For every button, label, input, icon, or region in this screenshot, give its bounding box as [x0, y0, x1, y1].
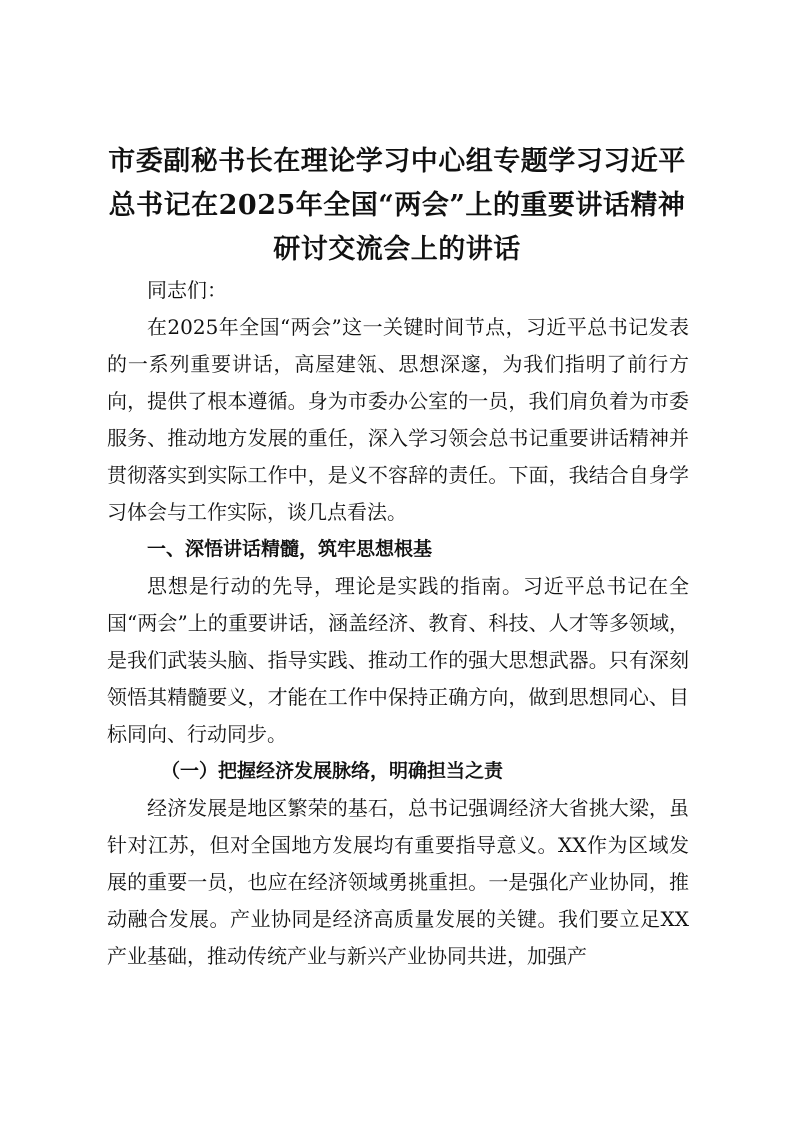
- intro-paragraph: 在2025年全国“两会”这一关键时间节点，习近平总书记发表的一系列重要讲话，高屋建瓴、思想深邃，为我们指明了前行方向，提供了根本遵循。身为市委办公室的一员，我们肩负着为市委服务、推动地方发展的重任，深入学习领会总书记重要讲话精神并贯彻落实到实际工作中，是义不容辞的责任。下面，我结合自身学习体会与工作实际，谈几点看法。: [107, 315, 689, 524]
- subsection-1-paragraph: 经济发展是地区繁荣的基石，总书记强调经济大省挑大梁，虽针对江苏，但对全国地方发展均有重要指导意义。XX作为区域发展的重要一员，也应在经济领域勇挑重担。一是强化产业协同，推动融合发展。产业协同是经济高质量发展的关键。我们要立足XX产业基础，推动传统产业与新兴产业协同共进，加强产: [107, 796, 689, 968]
- section-1-paragraph: 思想是行动的先导，理论是实践的指南。习近平总书记在全国“两会”上的重要讲话，涵盖经济、教育、科技、人才等多领域，是我们武装头脑、指导实践、推动工作的强大思想武器。只有深刻领悟其精髓要义，才能在工作中保持正确方向，做到思想同心、目标同向、行动同步。: [107, 574, 689, 746]
- salutation: 同志们：: [147, 278, 227, 302]
- section-heading-1: 一、深悟讲话精髓，筑牢思想根基: [147, 538, 433, 560]
- document-body: [107, 272, 689, 975]
- subsection-heading-1: （一）把握经济发展脉络，明确担当之责: [161, 760, 504, 782]
- document-title: 市委副秘书长在理论学习中心组专题学习习近平总书记在2025年全国“两会”上的重要讲话精神研讨交流会上的讲话: [108, 146, 686, 265]
